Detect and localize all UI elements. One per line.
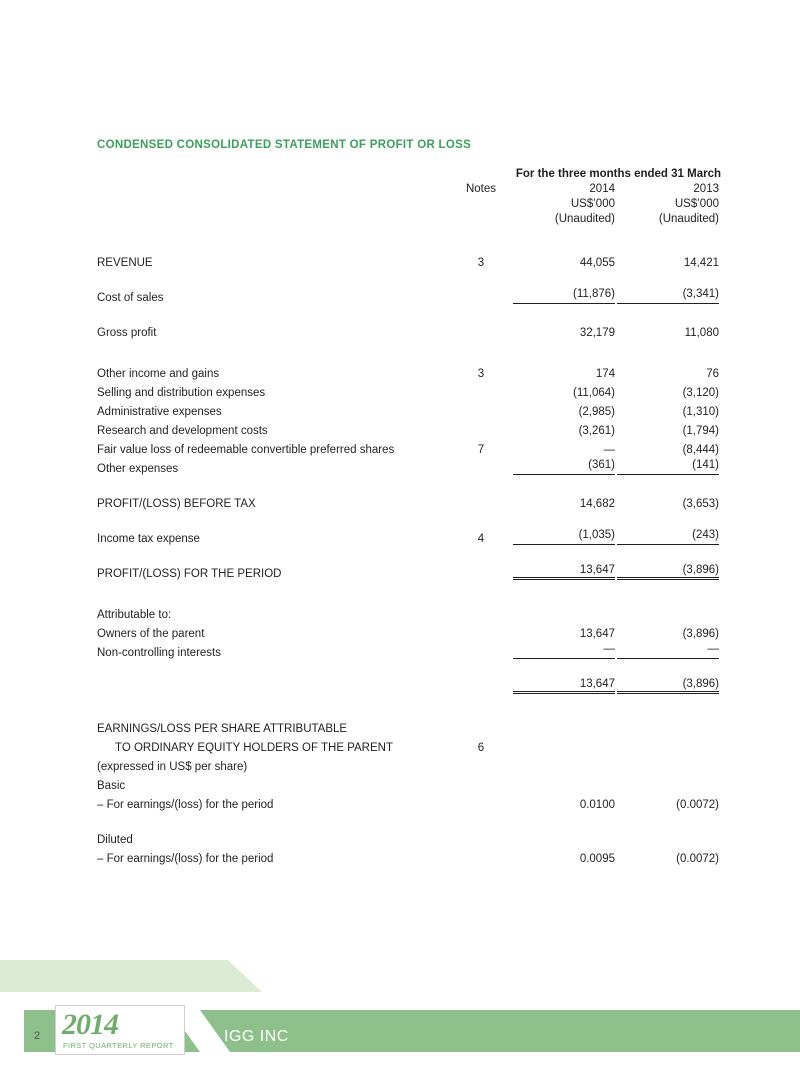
row-label: PROFIT/(LOSS) BEFORE TAX bbox=[97, 498, 256, 510]
row-label: – For earnings/(loss) for the period bbox=[97, 799, 274, 811]
row-label: REVENUE bbox=[97, 257, 153, 269]
row-value-current bbox=[513, 735, 617, 754]
row-note: 6 bbox=[477, 742, 485, 754]
row-value-previous bbox=[617, 526, 721, 545]
table-row bbox=[97, 380, 721, 399]
row-value-current-text: — bbox=[513, 643, 615, 659]
table-row bbox=[97, 456, 721, 475]
row-label: Attributable to: bbox=[97, 609, 172, 621]
row-value-previous: 14,421 bbox=[683, 257, 719, 269]
row-label: Administrative expenses bbox=[97, 406, 222, 418]
row-label: Diluted bbox=[97, 834, 133, 846]
row-note bbox=[449, 773, 513, 792]
table-row bbox=[97, 735, 721, 754]
row-value-previous-text: (3,341) bbox=[617, 288, 719, 304]
row-note bbox=[449, 380, 513, 399]
row-label: – For earnings/(loss) for the period bbox=[97, 853, 274, 865]
row-note bbox=[449, 716, 513, 735]
row-value-previous-text: — bbox=[617, 643, 719, 659]
financial-statement-table bbox=[97, 168, 721, 865]
spacer-cell bbox=[449, 213, 513, 228]
row-value-current-text: 13,647 bbox=[579, 678, 615, 690]
row-note bbox=[449, 456, 513, 475]
row-value-current bbox=[513, 754, 617, 773]
table-row bbox=[97, 361, 721, 380]
row-value-previous bbox=[617, 456, 721, 475]
row-label: (expressed in US$ per share) bbox=[97, 761, 248, 773]
page-number: 2 bbox=[34, 1030, 41, 1042]
previous-status-header: (Unaudited) bbox=[658, 213, 719, 225]
row-value-previous: (1,794) bbox=[682, 425, 719, 437]
row-value-previous: (3,896) bbox=[682, 628, 719, 640]
row-value-current bbox=[513, 561, 617, 580]
row-note bbox=[449, 792, 513, 811]
table-row bbox=[97, 526, 721, 545]
row-label: Fair value loss of redeemable convertible preferred shares bbox=[97, 444, 395, 456]
current-status-header: (Unaudited) bbox=[554, 213, 615, 225]
row-value-current: 14,682 bbox=[579, 498, 615, 510]
row-value-current bbox=[513, 675, 617, 694]
row-value-previous bbox=[617, 735, 721, 754]
logo-year-text: 2014 bbox=[62, 1008, 118, 1041]
page-title: CONDENSED CONSOLIDATED STATEMENT OF PROFIT OR LOSS bbox=[97, 139, 472, 151]
row-label: Other expenses bbox=[97, 463, 179, 475]
table-row bbox=[97, 250, 721, 269]
spacer-cell bbox=[97, 198, 449, 213]
row-note bbox=[449, 675, 513, 694]
previous-year-header: 2013 bbox=[693, 183, 719, 195]
row-note bbox=[449, 418, 513, 437]
row-value-previous: (1,310) bbox=[682, 406, 719, 418]
row-value-current: (11,064) bbox=[573, 387, 615, 399]
row-note bbox=[449, 320, 513, 339]
table-row bbox=[97, 561, 721, 580]
row-value-previous: 76 bbox=[706, 368, 719, 380]
row-note bbox=[449, 846, 513, 865]
table-row bbox=[97, 621, 721, 640]
current-year-header: 2014 bbox=[589, 183, 615, 195]
row-label: EARNINGS/LOSS PER SHARE ATTRIBUTABLE bbox=[97, 723, 348, 735]
row-value-current-text: (361) bbox=[513, 459, 615, 475]
table-row bbox=[97, 399, 721, 418]
row-note: 3 bbox=[477, 257, 485, 269]
spacer-cell bbox=[449, 198, 513, 213]
row-value-current: (3,261) bbox=[578, 425, 615, 437]
row-value-current bbox=[513, 640, 617, 659]
row-value-current bbox=[513, 602, 617, 621]
spacer-cell bbox=[97, 168, 449, 183]
notes-column-header: Notes bbox=[465, 183, 497, 195]
row-value-current bbox=[513, 827, 617, 846]
table-row bbox=[97, 675, 721, 694]
row-value-current: 174 bbox=[595, 368, 615, 380]
row-label: Income tax expense bbox=[97, 533, 200, 545]
row-label: Other income and gains bbox=[97, 368, 220, 380]
spacer-cell bbox=[97, 183, 449, 198]
spacer-cell bbox=[97, 213, 449, 228]
row-value-current: 13,647 bbox=[579, 628, 615, 640]
row-note bbox=[449, 602, 513, 621]
footer-band-notch bbox=[0, 1010, 24, 1052]
row-label bbox=[97, 675, 449, 694]
period-header: For the three months ended 31 March bbox=[515, 168, 721, 180]
report-logo bbox=[55, 1005, 185, 1055]
row-note bbox=[449, 561, 513, 580]
row-value-previous bbox=[617, 285, 721, 304]
row-label: Selling and distribution expenses bbox=[97, 387, 266, 399]
table-header-span-row bbox=[97, 168, 721, 183]
row-note bbox=[449, 754, 513, 773]
row-label: Basic bbox=[97, 780, 126, 792]
row-value-current: 32,179 bbox=[579, 327, 615, 339]
row-note bbox=[449, 827, 513, 846]
row-value-previous bbox=[617, 827, 721, 846]
table-row bbox=[97, 491, 721, 510]
row-value-previous: (8,444) bbox=[682, 444, 719, 456]
table-row bbox=[97, 846, 721, 865]
row-value-previous bbox=[617, 640, 721, 659]
spacer-cell bbox=[449, 168, 513, 183]
table-header-status-row bbox=[97, 213, 721, 228]
table-row bbox=[97, 827, 721, 846]
row-value-current-text: (1,035) bbox=[513, 529, 615, 545]
row-value-previous: (0.0072) bbox=[676, 853, 719, 865]
row-value-current bbox=[513, 285, 617, 304]
row-note bbox=[449, 640, 513, 659]
current-unit-header: US$’000 bbox=[570, 198, 615, 210]
row-value-current-text: (11,876) bbox=[513, 288, 615, 304]
row-value-current bbox=[513, 456, 617, 475]
table-row bbox=[97, 773, 721, 792]
table-row bbox=[97, 716, 721, 735]
row-note: 3 bbox=[477, 368, 485, 380]
previous-unit-header: US$’000 bbox=[674, 198, 719, 210]
row-value-current: — bbox=[603, 444, 615, 456]
logo-subtitle-text: FIRST QUARTERLY REPORT bbox=[63, 1041, 174, 1050]
row-value-current bbox=[513, 773, 617, 792]
footer-chevron-light bbox=[0, 960, 262, 992]
row-value-previous-text: (3,896) bbox=[682, 678, 719, 690]
row-value-current: 44,055 bbox=[579, 257, 615, 269]
row-value-previous-text: (141) bbox=[617, 459, 719, 475]
row-value-previous: (0.0072) bbox=[676, 799, 719, 811]
row-value-current bbox=[513, 716, 617, 735]
table-header-year-row bbox=[97, 183, 721, 198]
row-label: Owners of the parent bbox=[97, 628, 205, 640]
row-value-previous bbox=[617, 602, 721, 621]
row-value-previous: (3,653) bbox=[682, 498, 719, 510]
table-row bbox=[97, 437, 721, 456]
row-value-current-text: 13,647 bbox=[579, 564, 615, 576]
row-note bbox=[449, 285, 513, 304]
row-value-previous bbox=[617, 754, 721, 773]
table-row bbox=[97, 792, 721, 811]
row-value-previous bbox=[617, 773, 721, 792]
row-label: PROFIT/(LOSS) FOR THE PERIOD bbox=[97, 568, 282, 580]
row-value-previous: 11,080 bbox=[684, 327, 719, 339]
row-value-previous bbox=[617, 561, 721, 580]
footer-company-name: IGG INC bbox=[224, 1028, 289, 1045]
row-note: 7 bbox=[477, 444, 485, 456]
table-row bbox=[97, 320, 721, 339]
row-value-current: 0.0100 bbox=[579, 799, 615, 811]
table-row bbox=[97, 285, 721, 304]
row-value-previous bbox=[617, 675, 721, 694]
row-label: Cost of sales bbox=[97, 292, 164, 304]
row-note bbox=[449, 399, 513, 418]
table-row bbox=[97, 418, 721, 437]
row-value-previous-text: (243) bbox=[617, 529, 719, 545]
row-value-current bbox=[513, 526, 617, 545]
row-value-current: (2,985) bbox=[578, 406, 615, 418]
row-label: Gross profit bbox=[97, 327, 157, 339]
row-label: TO ORDINARY EQUITY HOLDERS OF THE PARENT bbox=[115, 742, 393, 754]
row-value-previous-text: (3,896) bbox=[682, 564, 719, 576]
row-note bbox=[449, 621, 513, 640]
row-note: 4 bbox=[477, 533, 485, 545]
row-value-previous bbox=[617, 716, 721, 735]
row-label: Research and development costs bbox=[97, 425, 268, 437]
table-row bbox=[97, 640, 721, 659]
table-row bbox=[97, 754, 721, 773]
row-note bbox=[449, 491, 513, 510]
row-value-current: 0.0095 bbox=[579, 853, 615, 865]
row-label: Non-controlling interests bbox=[97, 647, 222, 659]
table-header-unit-row bbox=[97, 198, 721, 213]
table-row bbox=[97, 602, 721, 621]
row-value-previous: (3,120) bbox=[682, 387, 719, 399]
